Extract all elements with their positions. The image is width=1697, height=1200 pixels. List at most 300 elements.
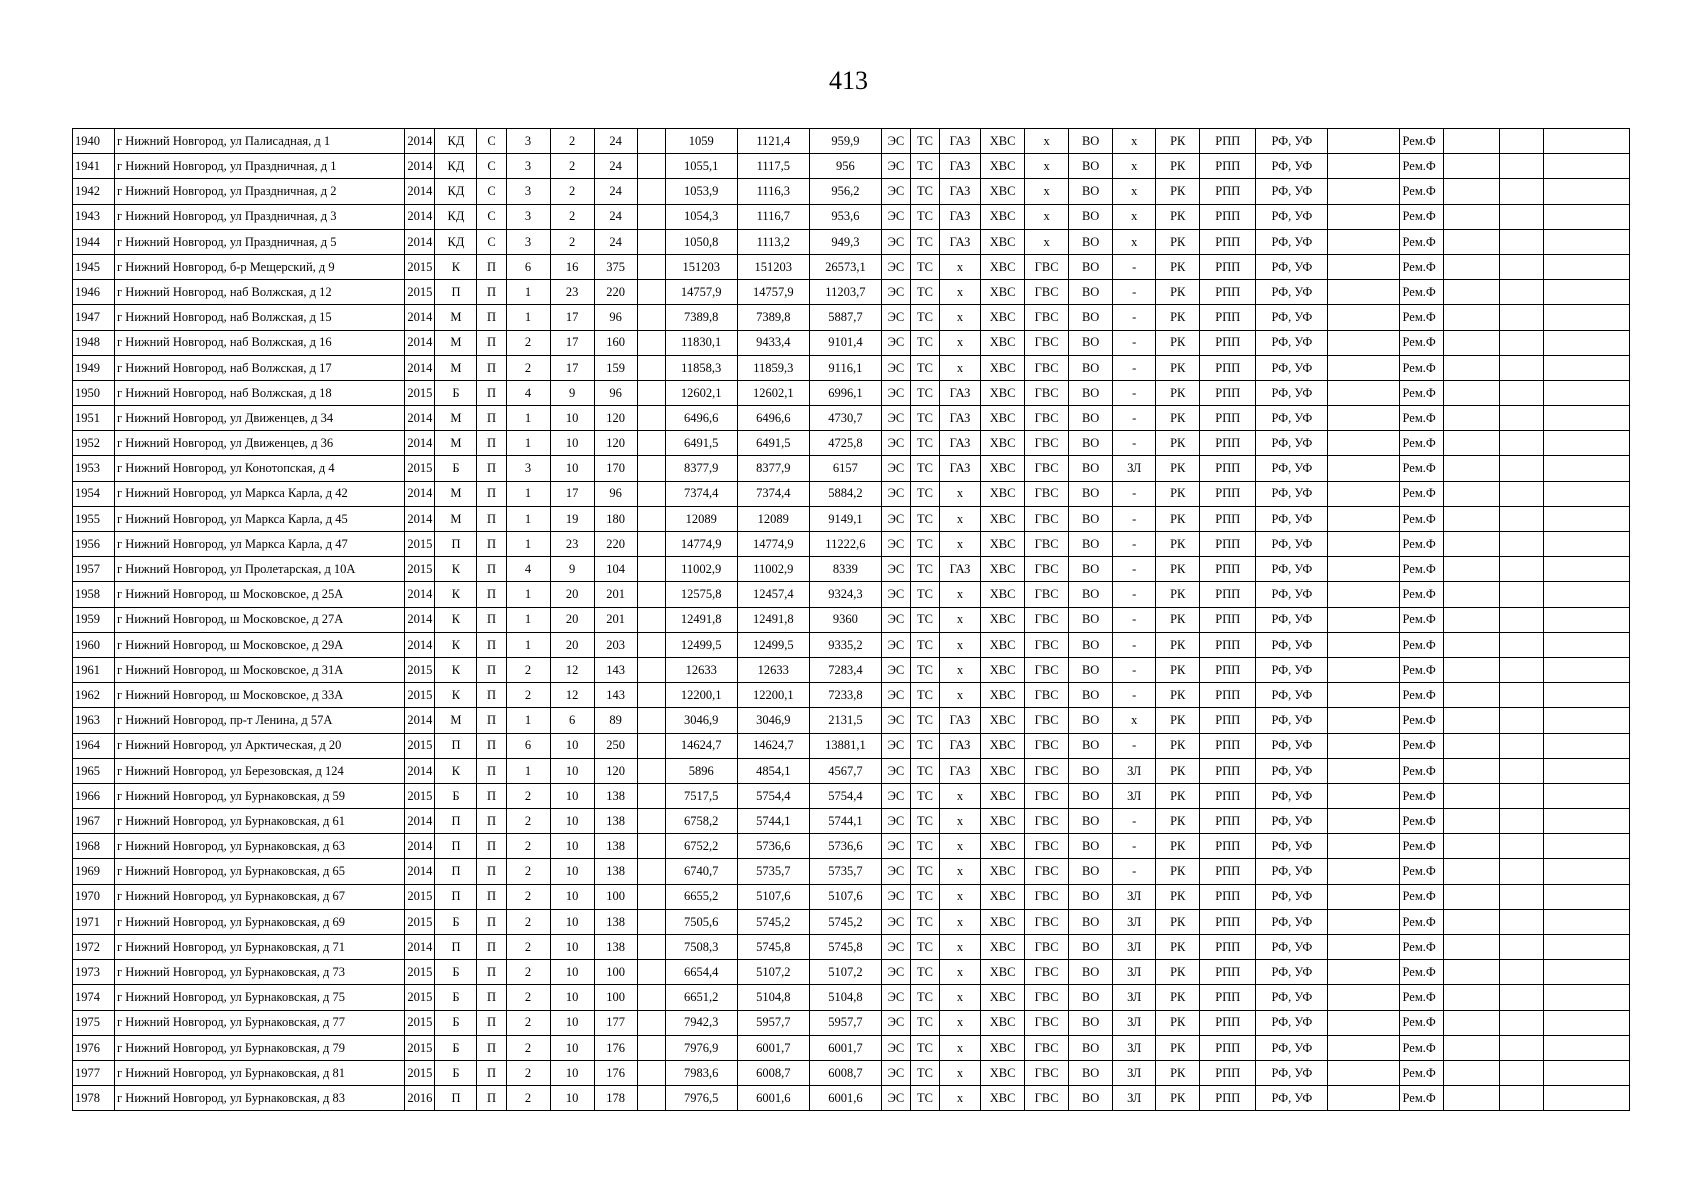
table-cell: 9101,4 — [809, 330, 881, 355]
table-cell: ЭС — [881, 657, 910, 682]
table-cell: 2015 — [405, 657, 435, 682]
table-cell: х — [939, 909, 980, 934]
table-cell: х — [1025, 179, 1069, 204]
table-cell: РФ, УФ — [1256, 456, 1328, 481]
table-cell: - — [1113, 506, 1156, 531]
table-cell: РК — [1156, 909, 1200, 934]
table-cell: ЭС — [881, 280, 910, 305]
table-cell: 6001,6 — [809, 1086, 881, 1111]
table-cell: 1964 — [73, 733, 115, 758]
table-cell: 7517,5 — [665, 783, 737, 808]
table-cell — [1328, 154, 1400, 179]
table-cell — [1499, 582, 1543, 607]
table-cell: П — [477, 456, 506, 481]
table-cell: РПП — [1200, 909, 1256, 934]
table-cell: РПП — [1200, 355, 1256, 380]
table-cell: П — [477, 330, 506, 355]
table-cell: РК — [1156, 758, 1200, 783]
table-cell: х — [1025, 129, 1069, 154]
table-cell: РФ, УФ — [1256, 582, 1328, 607]
table-cell: 1953 — [73, 456, 115, 481]
table-cell — [1543, 632, 1629, 657]
table-cell: ВО — [1069, 657, 1113, 682]
table-cell: 1975 — [73, 1010, 115, 1035]
table-cell: г Нижний Новгород, ш Московское, д 29А — [115, 632, 405, 657]
table-cell: 20 — [550, 607, 594, 632]
table-cell: РК — [1156, 683, 1200, 708]
table-cell: Б — [435, 1035, 477, 1060]
table-cell: 2 — [550, 154, 594, 179]
table-cell: РПП — [1200, 305, 1256, 330]
table-cell — [1328, 406, 1400, 431]
table-cell: 1 — [506, 280, 550, 305]
table-cell: ГВС — [1025, 708, 1069, 733]
table-cell: 176 — [594, 1060, 637, 1085]
table-cell — [1543, 708, 1629, 733]
table-cell: 5745,8 — [737, 935, 809, 960]
table-cell: 2 — [550, 179, 594, 204]
table-cell: ВО — [1069, 129, 1113, 154]
table-cell: х — [939, 355, 980, 380]
table-cell: 143 — [594, 683, 637, 708]
table-cell: 20 — [550, 582, 594, 607]
table-cell — [1499, 884, 1543, 909]
table-cell — [637, 758, 665, 783]
table-cell — [1328, 859, 1400, 884]
table-cell — [1328, 129, 1400, 154]
table-cell: ГВС — [1025, 532, 1069, 557]
table-cell: ТС — [910, 380, 939, 405]
table-cell: РК — [1156, 708, 1200, 733]
table-cell: 6752,2 — [665, 834, 737, 859]
table-cell: 956,2 — [809, 179, 881, 204]
table-cell: 14757,9 — [665, 280, 737, 305]
table-cell: г Нижний Новгород, наб Волжская, д 18 — [115, 380, 405, 405]
table-cell: 5104,8 — [809, 985, 881, 1010]
table-cell: М — [435, 330, 477, 355]
table-cell — [1499, 1035, 1543, 1060]
table-cell — [1328, 783, 1400, 808]
table-cell: К — [435, 254, 477, 279]
table-cell — [637, 859, 665, 884]
table-cell: 250 — [594, 733, 637, 758]
table-cell: Рем.Ф — [1400, 783, 1443, 808]
table-cell: ТС — [910, 1086, 939, 1111]
table-cell: РПП — [1200, 431, 1256, 456]
table-cell: ТС — [910, 582, 939, 607]
table-cell: ВО — [1069, 280, 1113, 305]
table-cell: 956 — [809, 154, 881, 179]
table-cell: х — [1113, 229, 1156, 254]
table-row — [73, 204, 1630, 229]
table-cell: РПП — [1200, 884, 1256, 909]
table-cell: 201 — [594, 607, 637, 632]
table-cell: ЭС — [881, 254, 910, 279]
table-cell — [1543, 909, 1629, 934]
table-cell: 96 — [594, 481, 637, 506]
table-cell: ХВС — [981, 406, 1025, 431]
table-cell — [1543, 280, 1629, 305]
table-cell: 2015 — [405, 733, 435, 758]
table-cell: ГАЗ — [939, 154, 980, 179]
table-cell: Рем.Ф — [1400, 557, 1443, 582]
table-cell: С — [477, 129, 506, 154]
table-cell: ХВС — [981, 1035, 1025, 1060]
table-cell: 2015 — [405, 254, 435, 279]
table-cell: г Нижний Новгород, ул Бурнаковская, д 71 — [115, 935, 405, 960]
table-cell — [1499, 179, 1543, 204]
table-cell: 96 — [594, 305, 637, 330]
table-cell — [1443, 204, 1499, 229]
table-cell: РК — [1156, 657, 1200, 682]
table-cell: РПП — [1200, 783, 1256, 808]
table-cell: ХВС — [981, 380, 1025, 405]
table-cell — [637, 406, 665, 431]
table-cell: г Нижний Новгород, ул Пролетарская, д 10А — [115, 557, 405, 582]
table-cell: ВО — [1069, 557, 1113, 582]
table-cell: х — [1113, 154, 1156, 179]
table-row — [73, 960, 1630, 985]
table-cell — [1499, 783, 1543, 808]
table-cell — [1443, 380, 1499, 405]
table-cell: ХВС — [981, 1010, 1025, 1035]
table-cell: 1946 — [73, 280, 115, 305]
table-cell: х — [939, 809, 980, 834]
table-cell: 4 — [506, 557, 550, 582]
table-cell — [637, 380, 665, 405]
table-cell: ЭС — [881, 1010, 910, 1035]
table-cell: РК — [1156, 431, 1200, 456]
table-cell: г Нижний Новгород, наб Волжская, д 15 — [115, 305, 405, 330]
table-row — [73, 1035, 1630, 1060]
table-cell: г Нижний Новгород, ул Бурнаковская, д 73 — [115, 960, 405, 985]
table-cell — [637, 355, 665, 380]
table-cell: ЗЛ — [1113, 985, 1156, 1010]
table-cell: РПП — [1200, 859, 1256, 884]
table-cell: 10 — [550, 783, 594, 808]
table-cell: ГВС — [1025, 254, 1069, 279]
table-cell: 1059 — [665, 129, 737, 154]
table-cell: РФ, УФ — [1256, 1086, 1328, 1111]
table-cell — [1328, 380, 1400, 405]
table-cell: РФ, УФ — [1256, 406, 1328, 431]
table-cell: ГВС — [1025, 456, 1069, 481]
table-cell: х — [939, 884, 980, 909]
table-cell: х — [939, 834, 980, 859]
table-cell — [1328, 657, 1400, 682]
table-cell: ТС — [910, 733, 939, 758]
table-cell: РФ, УФ — [1256, 380, 1328, 405]
table-cell: РФ, УФ — [1256, 532, 1328, 557]
table-cell: ТС — [910, 708, 939, 733]
table-cell: П — [477, 607, 506, 632]
table-cell: 2015 — [405, 1060, 435, 1085]
table-cell: РК — [1156, 859, 1200, 884]
table-cell: 12200,1 — [737, 683, 809, 708]
table-cell: 6001,7 — [737, 1035, 809, 1060]
table-cell: 2 — [506, 809, 550, 834]
table-cell: 1976 — [73, 1035, 115, 1060]
table-cell: ТС — [910, 431, 939, 456]
table-row — [73, 607, 1630, 632]
table-cell: ГАЗ — [939, 179, 980, 204]
table-cell — [1443, 632, 1499, 657]
table-cell — [1499, 834, 1543, 859]
table-cell: ТС — [910, 809, 939, 834]
table-cell: ГВС — [1025, 683, 1069, 708]
table-cell: РПП — [1200, 380, 1256, 405]
table-cell: 100 — [594, 960, 637, 985]
table-cell: ХВС — [981, 859, 1025, 884]
table-cell: ХВС — [981, 204, 1025, 229]
table-row — [73, 884, 1630, 909]
table-cell: 2015 — [405, 783, 435, 808]
table-cell: РПП — [1200, 330, 1256, 355]
table-cell: - — [1113, 683, 1156, 708]
table-cell — [1499, 809, 1543, 834]
table-cell: х — [939, 683, 980, 708]
table-cell: 1973 — [73, 960, 115, 985]
table-cell — [637, 305, 665, 330]
table-cell: 5735,7 — [737, 859, 809, 884]
table-cell: 5896 — [665, 758, 737, 783]
table-cell: ВО — [1069, 1035, 1113, 1060]
table-row — [73, 154, 1630, 179]
table-cell: ХВС — [981, 708, 1025, 733]
table-cell — [1443, 1010, 1499, 1035]
table-cell: Рем.Ф — [1400, 809, 1443, 834]
table-cell: 2014 — [405, 330, 435, 355]
table-cell: ВО — [1069, 859, 1113, 884]
table-cell: Б — [435, 783, 477, 808]
table-cell — [1443, 532, 1499, 557]
table-cell: 11222,6 — [809, 532, 881, 557]
table-cell: 2 — [506, 960, 550, 985]
table-cell: ГВС — [1025, 1086, 1069, 1111]
table-cell: Рем.Ф — [1400, 254, 1443, 279]
table-cell: х — [939, 632, 980, 657]
table-cell: 10 — [550, 859, 594, 884]
table-cell: 7508,3 — [665, 935, 737, 960]
table-cell: г Нижний Новгород, ул Бурнаковская, д 61 — [115, 809, 405, 834]
table-cell: П — [435, 859, 477, 884]
table-cell — [637, 506, 665, 531]
table-cell: Рем.Ф — [1400, 758, 1443, 783]
table-cell: г Нижний Новгород, ул Бурнаковская, д 83 — [115, 1086, 405, 1111]
table-cell: ЭС — [881, 229, 910, 254]
table-cell: 10 — [550, 834, 594, 859]
table-cell — [1543, 506, 1629, 531]
table-cell: ХВС — [981, 355, 1025, 380]
table-cell — [637, 683, 665, 708]
table-cell: 12602,1 — [737, 380, 809, 405]
table-cell — [1328, 532, 1400, 557]
table-cell: 6 — [550, 708, 594, 733]
table-cell: 1054,3 — [665, 204, 737, 229]
table-cell: 138 — [594, 834, 637, 859]
table-cell: 19 — [550, 506, 594, 531]
table-cell: КД — [435, 204, 477, 229]
table-cell: РПП — [1200, 582, 1256, 607]
table-cell — [637, 582, 665, 607]
table-cell — [1443, 859, 1499, 884]
table-cell: ВО — [1069, 481, 1113, 506]
table-cell: П — [477, 532, 506, 557]
table-cell: Б — [435, 1010, 477, 1035]
table-cell — [1499, 229, 1543, 254]
table-cell: 5736,6 — [809, 834, 881, 859]
table-cell — [1328, 708, 1400, 733]
table-cell: 1952 — [73, 431, 115, 456]
table-cell: 2014 — [405, 834, 435, 859]
table-cell: РФ, УФ — [1256, 909, 1328, 934]
table-row — [73, 758, 1630, 783]
table-cell: х — [939, 607, 980, 632]
table-cell: г Нижний Новгород, ш Московское, д 33А — [115, 683, 405, 708]
table-cell — [637, 909, 665, 934]
table-cell: 3046,9 — [737, 708, 809, 733]
table-cell — [1328, 985, 1400, 1010]
table-cell: г Нижний Новгород, ул Праздничная, д 3 — [115, 204, 405, 229]
table-cell: 6001,6 — [737, 1086, 809, 1111]
table-cell: Рем.Ф — [1400, 406, 1443, 431]
table-cell: ХВС — [981, 1060, 1025, 1085]
table-cell: ВО — [1069, 179, 1113, 204]
table-cell: 12602,1 — [665, 380, 737, 405]
table-cell — [637, 229, 665, 254]
table-cell — [1328, 481, 1400, 506]
table-cell — [637, 733, 665, 758]
table-row — [73, 909, 1630, 934]
table-cell: 9335,2 — [809, 632, 881, 657]
table-cell: РПП — [1200, 607, 1256, 632]
table-cell — [1328, 330, 1400, 355]
table-cell: 1 — [506, 506, 550, 531]
table-cell: х — [939, 1010, 980, 1035]
table-cell: Рем.Ф — [1400, 204, 1443, 229]
table-cell: ВО — [1069, 1086, 1113, 1111]
table-cell — [1443, 708, 1499, 733]
table-cell: 4725,8 — [809, 431, 881, 456]
table-cell: П — [435, 532, 477, 557]
table-cell — [1499, 607, 1543, 632]
table-cell: ЭС — [881, 708, 910, 733]
table-cell — [637, 935, 665, 960]
table-cell: 10 — [550, 809, 594, 834]
table-cell: 5745,2 — [737, 909, 809, 934]
table-cell: 6758,2 — [665, 809, 737, 834]
table-cell: 5107,6 — [737, 884, 809, 909]
table-cell: 6655,2 — [665, 884, 737, 909]
table-cell: 6 — [506, 733, 550, 758]
table-cell — [1543, 305, 1629, 330]
table-cell: П — [477, 280, 506, 305]
table-cell: 1967 — [73, 809, 115, 834]
table-cell — [1543, 380, 1629, 405]
table-cell: ХВС — [981, 532, 1025, 557]
table-cell: 2014 — [405, 607, 435, 632]
table-cell: РФ, УФ — [1256, 859, 1328, 884]
table-cell: 8377,9 — [665, 456, 737, 481]
table-cell — [1499, 254, 1543, 279]
table-cell: 2 — [550, 129, 594, 154]
table-cell: г Нижний Новгород, наб Волжская, д 16 — [115, 330, 405, 355]
table-cell: ТС — [910, 179, 939, 204]
table-cell — [1328, 1010, 1400, 1035]
table-cell: ТС — [910, 129, 939, 154]
table-cell: 3046,9 — [665, 708, 737, 733]
table-cell: Рем.Ф — [1400, 985, 1443, 1010]
table-row — [73, 935, 1630, 960]
table-cell: ГВС — [1025, 406, 1069, 431]
table-cell: 1958 — [73, 582, 115, 607]
table-cell: 14757,9 — [737, 280, 809, 305]
table-cell: 17 — [550, 481, 594, 506]
table-cell — [1499, 355, 1543, 380]
table-cell: Рем.Ф — [1400, 229, 1443, 254]
table-cell: 2 — [550, 204, 594, 229]
table-cell: РПП — [1200, 229, 1256, 254]
table-cell: х — [1025, 229, 1069, 254]
table-cell: 1117,5 — [737, 154, 809, 179]
table-cell: П — [477, 683, 506, 708]
table-cell — [1499, 532, 1543, 557]
table-row — [73, 229, 1630, 254]
table-cell: ЭС — [881, 758, 910, 783]
table-cell: 24 — [594, 179, 637, 204]
table-cell: ВО — [1069, 229, 1113, 254]
table-cell — [1499, 380, 1543, 405]
table-cell: ЭС — [881, 733, 910, 758]
table-cell: Рем.Ф — [1400, 657, 1443, 682]
table-cell: ХВС — [981, 305, 1025, 330]
table-cell: РФ, УФ — [1256, 985, 1328, 1010]
table-cell: 120 — [594, 406, 637, 431]
table-cell: 12491,8 — [665, 607, 737, 632]
table-cell — [1543, 154, 1629, 179]
table-cell: 1053,9 — [665, 179, 737, 204]
table-cell — [1543, 1060, 1629, 1085]
table-cell: г Нижний Новгород, б-р Мещерский, д 9 — [115, 254, 405, 279]
table-cell: ГАЗ — [939, 204, 980, 229]
table-cell — [1443, 783, 1499, 808]
table-cell: ГАЗ — [939, 456, 980, 481]
table-row — [73, 657, 1630, 682]
table-cell: П — [435, 1086, 477, 1111]
table-cell: РПП — [1200, 708, 1256, 733]
table-row — [73, 557, 1630, 582]
table-cell: ГАЗ — [939, 431, 980, 456]
table-cell: ХВС — [981, 683, 1025, 708]
table-cell: ЭС — [881, 783, 910, 808]
table-cell: 12089 — [665, 506, 737, 531]
table-cell — [1499, 632, 1543, 657]
table-cell: К — [435, 632, 477, 657]
table-cell: 2014 — [405, 708, 435, 733]
table-cell: РФ, УФ — [1256, 179, 1328, 204]
table-cell: ТС — [910, 632, 939, 657]
table-cell: 2014 — [405, 204, 435, 229]
table-cell: 9149,1 — [809, 506, 881, 531]
table-cell: РПП — [1200, 506, 1256, 531]
table-cell: РФ, УФ — [1256, 733, 1328, 758]
table-cell: 1977 — [73, 1060, 115, 1085]
table-cell: ВО — [1069, 154, 1113, 179]
table-cell: РФ, УФ — [1256, 280, 1328, 305]
table-cell: 2015 — [405, 380, 435, 405]
table-cell: х — [939, 280, 980, 305]
table-cell: ВО — [1069, 632, 1113, 657]
